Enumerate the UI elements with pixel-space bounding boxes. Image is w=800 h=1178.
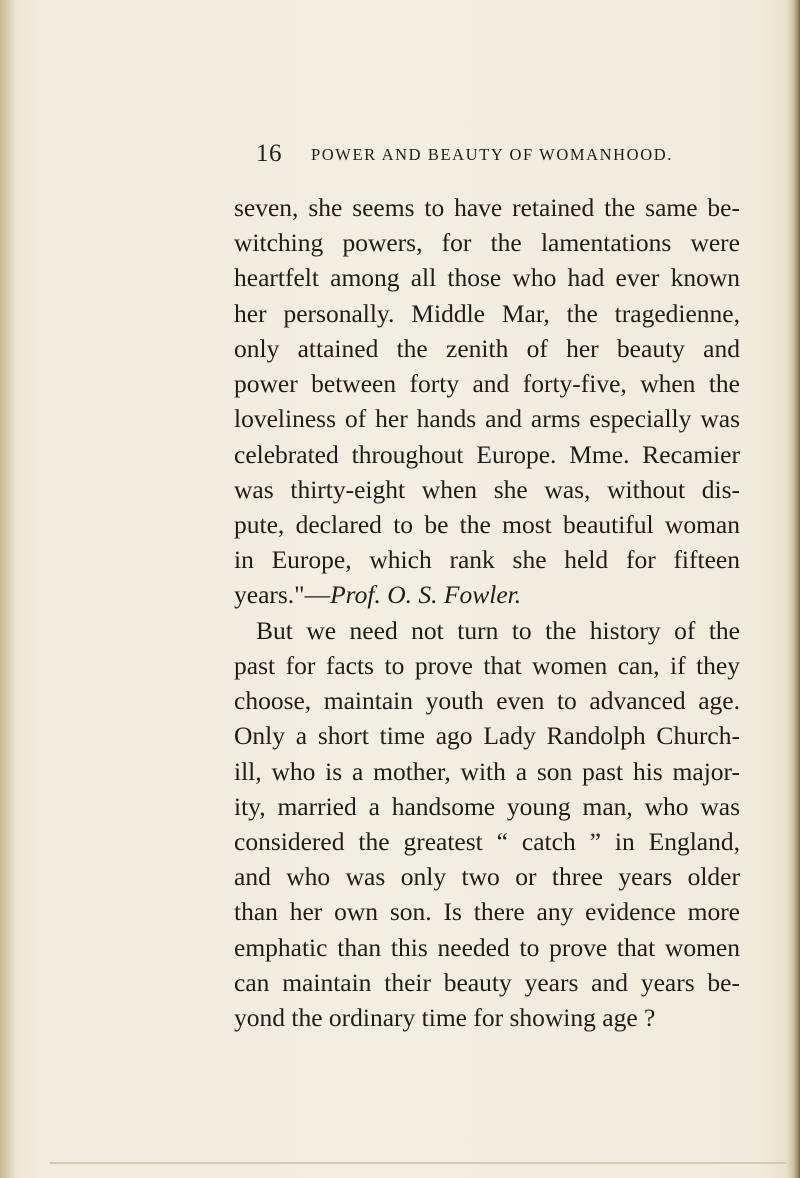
text-line: yond the ordinary time for showing age ? <box>234 1003 656 1033</box>
text-line: can maintain their beauty years and years be- <box>234 967 740 997</box>
body-text <box>234 190 740 1035</box>
text-line: loveliness of her hands and arms especially was <box>234 404 740 434</box>
page-right-edge-shadow <box>786 0 800 1178</box>
text-line: past for facts to prove that women can, if they <box>234 650 740 680</box>
text-line: celebrated throughout Europe. Mme. Recamier <box>234 439 740 469</box>
running-header <box>256 141 696 167</box>
page-left-edge-shadow <box>0 0 16 1178</box>
page-bottom-edge <box>50 1162 786 1164</box>
text-line: heartfelt among all those who had ever known <box>234 263 740 293</box>
text-line: seven, she seems to have retained the same be- <box>234 193 740 222</box>
text-line: emphatic than this needed to prove that women <box>234 932 740 962</box>
paragraph-1 <box>234 190 740 613</box>
text-line: ity, married a handsome young man, who was <box>234 791 740 821</box>
text-line: in Europe, which rank she held for fifteen <box>234 545 740 575</box>
attribution: Prof. O. S. Fowler. <box>330 580 522 610</box>
text-line: considered the greatest “ catch ” in England, <box>234 826 740 856</box>
text-line: But we need not turn to the history of the <box>256 615 740 645</box>
text-line: than her own son. Is there any evidence more <box>234 897 740 927</box>
text-line: her personally. Middle Mar, the tragedienne, <box>234 298 740 328</box>
text-line: and who was only two or three years older <box>234 862 740 892</box>
text-line: pute, declared to be the most beautiful woman <box>234 509 740 539</box>
text-line: witching powers, for the lamentations were <box>234 228 740 258</box>
quote-end: years."— <box>234 580 331 610</box>
text-line: only attained the zenith of her beauty and <box>234 333 740 363</box>
text-line: Only a short time ago Lady Randolph Church- <box>234 721 740 751</box>
page-number: 16 <box>256 140 282 167</box>
running-title: POWER AND BEAUTY OF WOMANHOOD. <box>311 145 673 164</box>
text-line <box>234 577 740 612</box>
text-line: was thirty-eight when she was, without dis- <box>234 474 740 504</box>
paragraph-2 <box>234 613 740 1036</box>
text-line: power between forty and forty-five, when the <box>234 369 740 399</box>
text-line: choose, maintain youth even to advanced age. <box>234 686 740 716</box>
text-line: ill, who is a mother, with a son past his major- <box>234 756 740 786</box>
